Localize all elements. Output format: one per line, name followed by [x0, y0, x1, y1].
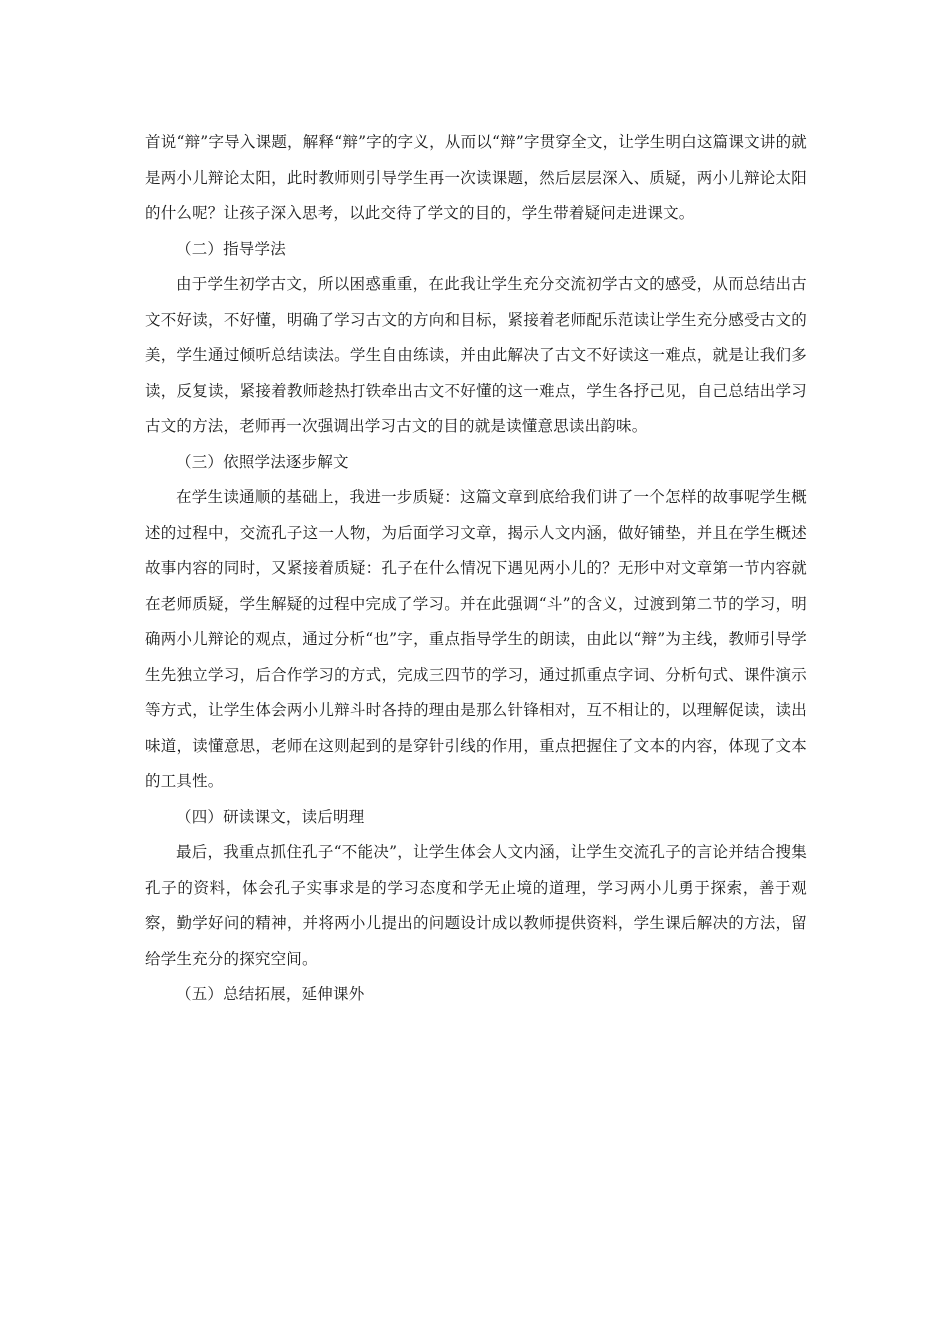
paragraph-intro: 首说“辩”字导入课题，解释“辩”字的字义，从而以“辩”字贯穿全文，让学生明白这篇课文讲的就是两小儿辩论太阳，此时教师则引导学生再一次读课题，然后层层深入、质疑，两小儿辩论太阳的什么呢？让孩子深入思考，以此交待了学文的目的，学生带着疑问走进课文。: [145, 133, 807, 222]
document-page: [145, 125, 807, 1013]
section-heading-explain-text: （三）依照学法逐步解文: [176, 452, 349, 471]
paragraph-explain-text: 在学生读通顺的基础上，我进一步质疑：这篇文章到底给我们讲了一个怎样的故事呢学生概述的过程中，交流孔子这一人物，为后面学习文章，揭示人文内涵，做好铺垫，并且在学生概述故事内容的同时，又紧接着质疑：孔子在什么情况下遇见两小儿的？无形中对文章第一节内容就在老师质疑，学生解疑的过程中完成了学习。并在此强调“斗”的含义，过渡到第二节的学习，明确两小儿辩论的观点，通过分析“也”字，重点指导学生的朗读，由此以“辩”为主线，教师引导学生先独立学习，后合作学习的方式，完成三四节的学习，通过抓重点字词、分析句式、课件演示等方式，让学生体会两小儿辩斗时各持的理由是那么针锋相对，互不相让的，以理解促读，读出味道，读懂意思，老师在这则起到的是穿针引线的作用，重点把握住了文本的内容，体现了文本的工具性。: [145, 488, 807, 790]
paragraph-study-reason: 最后，我重点抓住孔子“不能决”，让学生体会人文内涵，让学生交流孔子的言论并结合搜集孔子的资料，体会孔子实事求是的学习态度和学无止境的道理，学习两小儿勇于探索，善于观察，勤学好问的精神，并将两小儿提出的问题设计成以教师提供资料，学生课后解决的方法，留给学生充分的探究空间。: [145, 843, 807, 968]
section-heading-summary-extend: （五）总结拓展，延伸课外: [176, 985, 365, 1003]
section-heading-guide-method: （二）指导学法: [176, 239, 286, 258]
section-heading-study-reason: （四）研读课文，读后明理: [176, 807, 365, 826]
paragraph-guide-method: 由于学生初学古文，所以困惑重重，在此我让学生充分交流初学古文的感受，从而总结出古文不好读，不好懂，明确了学习古文的方向和目标，紧接着老师配乐范读让学生充分感受古文的美，学生通过倾听总结读法。学生自由练读，并由此解决了古文不好读这一难点，就是让我们多读，反复读，紧接着教师趁热打铁牵出古文不好懂的这一难点，学生各抒己见，自己总结出学习古文的方法，老师再一次强调出学习古文的目的就是读懂意思读出韵味。: [145, 275, 807, 435]
